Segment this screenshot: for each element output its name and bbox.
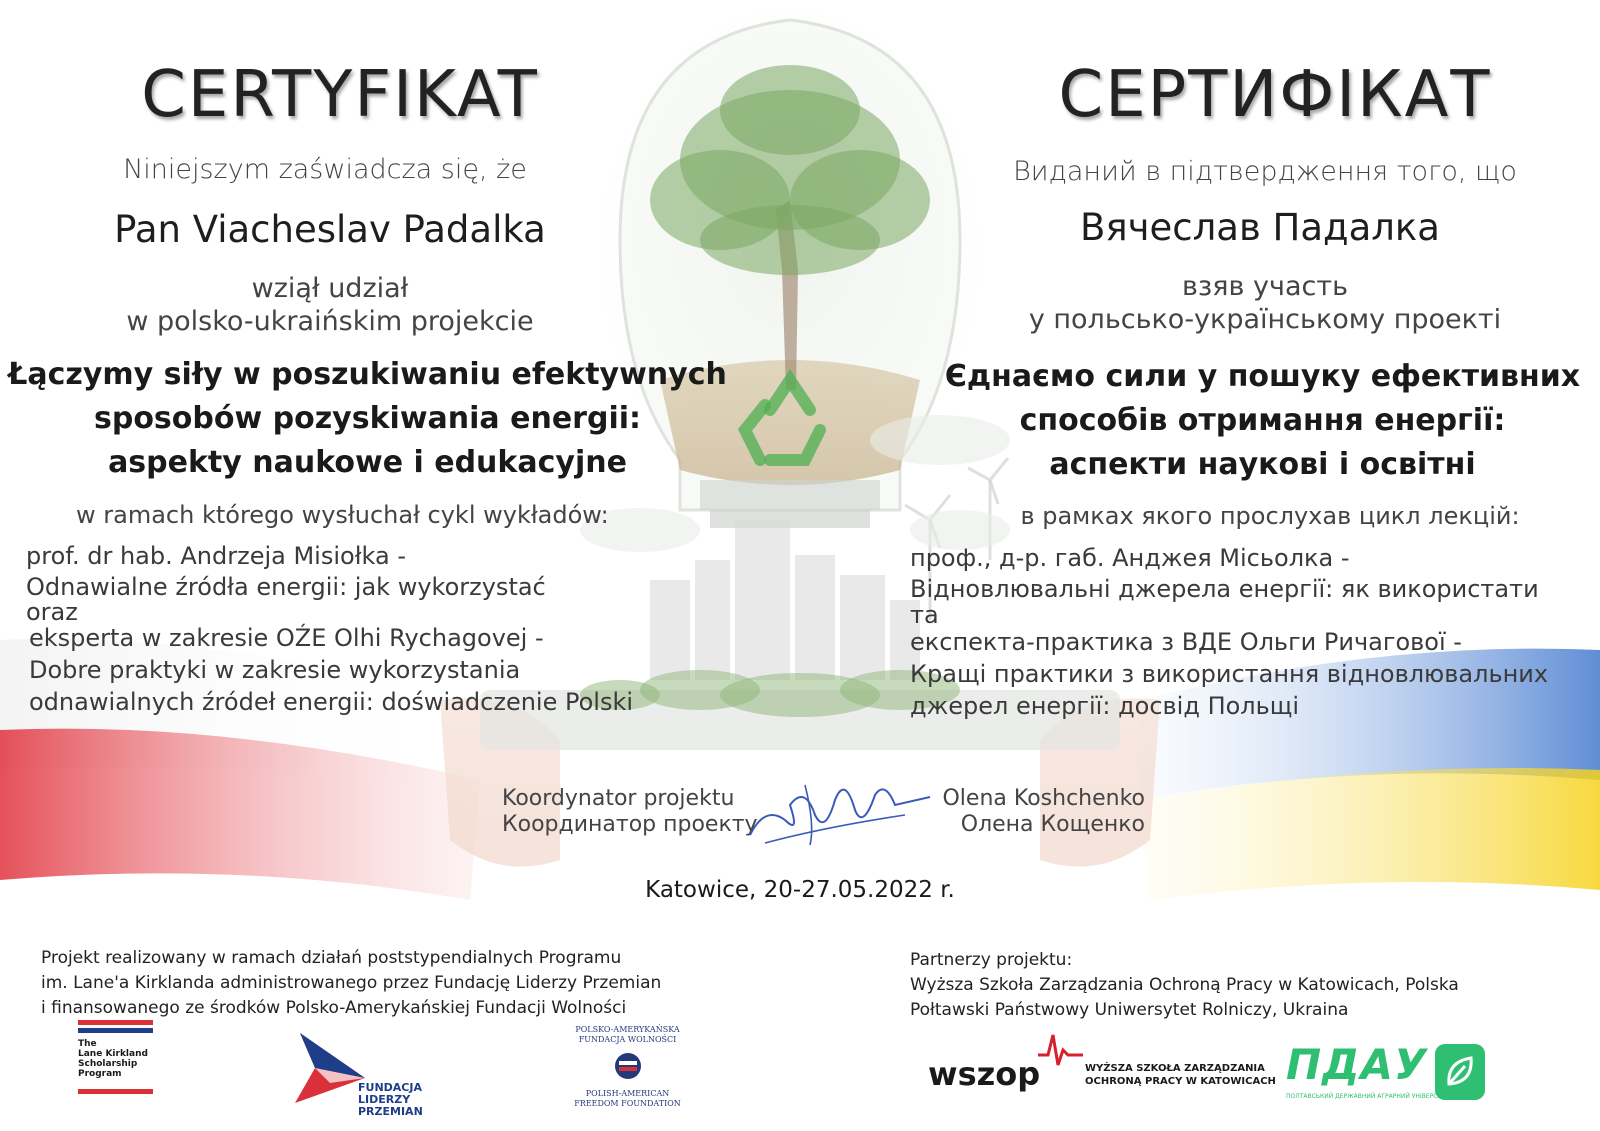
project-title-pl — [0, 353, 735, 485]
title-ua: СЕРТИФІКАТ — [1058, 58, 1492, 132]
coordinator-names — [925, 786, 1145, 838]
footer-line: Połtawski Państwowy Uniwersytet Rolniczy, Ukraina — [910, 1000, 1349, 1020]
participation-line-2: у польсько-українському проекті — [1028, 304, 1502, 335]
project-line-3: aspekty naukowe i edukacyjne — [108, 445, 627, 480]
lecture-line: проф., д-р. габ. Анджея Місьолка - — [910, 544, 1350, 572]
lectures-intro-pl: w ramach którego wysłuchał cykl wykładów: — [76, 501, 609, 529]
coordinator-labels — [502, 786, 758, 838]
footer-line: Partnerzy projektu: — [910, 950, 1073, 970]
lecture-line: Кращі практики з використання відновлювальних — [910, 660, 1549, 688]
footer-line: i finansowanego ze środków Polsko-Amerykańskiej Fundacji Wolności — [41, 998, 627, 1018]
coordinator-label-ua: Координатор проекту — [502, 812, 758, 837]
participation-line-1: взяв участь — [1182, 271, 1348, 302]
pdau-logo-subtitle: ПОЛТАВСЬКИЙ ДЕРЖАВНИЙ АГРАРНИЙ УНІВЕРСИТЕТ — [1286, 1093, 1454, 1100]
kirkland-blue-bar — [78, 1028, 153, 1033]
footer-line: im. Lane'a Kirklanda administrowanego przez Fundację Liderzy Przemian — [41, 973, 662, 993]
project-title-ua — [925, 355, 1600, 487]
project-line-2: способів отримання енергії: — [1019, 403, 1506, 438]
place-date: Katowice, 20-27.05.2022 r. — [645, 877, 955, 903]
footer-program-info — [41, 946, 661, 1021]
lecture-line: та — [910, 601, 939, 629]
wszop-logo-text: WYŻSZA SZKOŁA ZARZĄDZANIA OCHRONĄ PRACY W KATOWICACH — [1085, 1063, 1276, 1087]
recipient-name-pl: Pan Viacheslav Padalka — [114, 208, 546, 251]
footer-line: Wyższa Szkoła Zarządzania Ochroną Pracy w Katowicach, Polska — [910, 975, 1459, 995]
participation-ua — [960, 270, 1570, 336]
kirkland-red-bar — [78, 1020, 153, 1025]
pafw-logo: POLSKO-AMERYKAŃSKA FUNDACJA WOLNOŚCI POLISH-AMERICAN FREEDOM FOUNDATION — [574, 1025, 681, 1108]
signature — [745, 765, 935, 855]
intro-pl: Niniejszym zaświadcza się, że — [123, 154, 527, 185]
lecture-line: odnawialnych źródeł energii: doświadczenie Polski — [29, 688, 634, 716]
lectures-intro-ua: в рамках якого прослухав цикл лекцій: — [1020, 502, 1520, 530]
lecture-line: eksperta w zakresie OŹE Olhi Rychagovej - — [29, 624, 544, 652]
lecture-line: експекта-практика з ВДЕ Ольги Ричагової - — [910, 628, 1462, 656]
pafw-emblem-icon — [611, 1051, 645, 1081]
project-line-2: sposobów pozyskiwania energii: — [93, 401, 642, 436]
intro-ua: Виданий в підтвердження того, що — [1013, 156, 1517, 187]
lecture-line: Відновлювальні джерела енергії: як використати — [910, 575, 1539, 603]
coordinator-label-pl: Koordynator projektu — [502, 786, 735, 811]
wszop-pulse-icon — [1038, 1030, 1083, 1070]
footer-partners — [910, 948, 1459, 1023]
project-line-3: аспекти наукові і освітні — [1049, 447, 1476, 482]
participation-line-1: wziął udział — [251, 273, 409, 304]
recipient-name-ua: Вячеслав Падалка — [1080, 206, 1440, 249]
project-line-1: Єднаємо сили у пошуку ефективних — [944, 359, 1581, 394]
liderzy-przemian-logo-text: FUNDACJA LIDERZY PRZEMIAN — [358, 1081, 423, 1118]
kirkland-logo: The Lane Kirkland Scholarship Program — [78, 1020, 158, 1115]
wszop-logo: wszop — [928, 1055, 1041, 1093]
lecture-line: Dobre praktyki w zakresie wykorzystania — [29, 656, 521, 684]
project-line-1: Łączymy siły w poszukiwaniu efektywnych — [8, 357, 727, 392]
lecture-line: prof. dr hab. Andrzeja Misiołka - — [26, 542, 406, 570]
title-pl: CERTYFIKAT — [141, 58, 539, 132]
footer-line: Projekt realizowany w ramach działań poststypendialnych Programu — [41, 948, 622, 968]
lectures-list-pl — [26, 540, 726, 718]
lecture-line: Odnawialne źródła energii: jak wykorzystać — [26, 573, 546, 601]
coordinator-name-ua: Олена Кощенко — [960, 812, 1145, 837]
participation-pl — [30, 272, 630, 338]
lectures-list-ua — [910, 542, 1600, 722]
lecture-line: джерел енергії: досвід Польщі — [910, 692, 1300, 720]
pdau-leaf-icon — [1435, 1044, 1485, 1100]
lecture-line: oraz — [26, 598, 78, 626]
pdau-logo: ПДАУ — [1286, 1040, 1428, 1089]
coordinator-name-pl: Olena Koshchenko — [942, 786, 1145, 811]
participation-line-2: w polsko-ukraińskim projekcie — [126, 306, 534, 337]
